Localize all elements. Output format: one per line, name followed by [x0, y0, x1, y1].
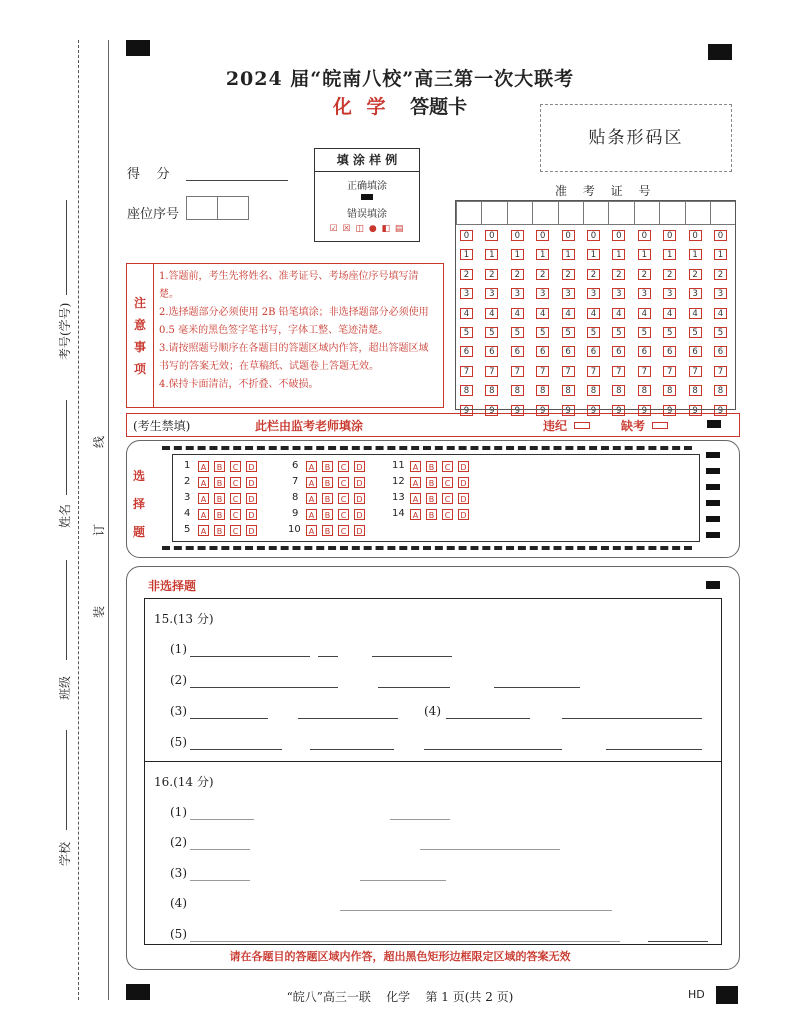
exam-id-bubble[interactable]: 9: [612, 405, 625, 416]
choice-question-number: 3: [184, 492, 191, 503]
exam-id-bubble[interactable]: 6: [562, 346, 575, 357]
exam-id-bubble[interactable]: 5: [460, 327, 473, 338]
choice-option-bubble[interactable]: D: [354, 461, 365, 472]
q15-2-line-c[interactable]: [494, 687, 580, 688]
exam-id-bubble[interactable]: 8: [689, 385, 702, 396]
exam-id-bubble[interactable]: 2: [714, 269, 727, 280]
exam-id-bubble[interactable]: 0: [536, 230, 549, 241]
exam-id-bubble[interactable]: 4: [612, 308, 625, 319]
exam-id-bubble[interactable]: 4: [460, 308, 473, 319]
side-exam-no-label: 考号(学号): [58, 302, 72, 360]
choice-option-bubble[interactable]: D: [354, 509, 365, 520]
q15-part-3: (3): [170, 704, 187, 718]
q16-part-5: (5): [170, 927, 187, 941]
q16-title: 16.(14 分): [154, 775, 214, 789]
choice-question-number: 4: [184, 508, 191, 519]
choice-option-bubble[interactable]: D: [246, 525, 257, 536]
exam-id-bubble[interactable]: 1: [460, 249, 473, 260]
binding-line-outer: [78, 40, 79, 1000]
monitor-forbid: (考生禁填): [133, 419, 191, 433]
timing-tick-mark: [706, 516, 720, 522]
q15-1-line-c[interactable]: [372, 656, 452, 657]
q15-1-line-b[interactable]: [318, 656, 338, 657]
exam-id-bubble[interactable]: 0: [562, 230, 575, 241]
answer-frame: [144, 598, 722, 945]
exam-id-bubble[interactable]: 2: [587, 269, 600, 280]
exam-id-bubble[interactable]: 9: [714, 405, 727, 416]
fill-sample-title: 填 涂 样 例: [315, 149, 419, 172]
exam-id-bubble[interactable]: 9: [511, 405, 524, 416]
exam-id-bubble[interactable]: 8: [536, 385, 549, 396]
choice-option-bubble[interactable]: D: [246, 477, 257, 488]
notice-item: 3.请按照题号顺序在各题目的答题区域内作答，超出答题区域书写的答案无效；在草稿纸、试题卷上答题无效。: [159, 343, 429, 372]
exam-id-bubble[interactable]: 6: [460, 346, 473, 357]
exam-id-bubble[interactable]: 4: [689, 308, 702, 319]
side-line-mark: 线: [92, 435, 106, 448]
exam-id-bubble[interactable]: 7: [562, 366, 575, 377]
exam-id-bubble[interactable]: 5: [612, 327, 625, 338]
exam-id-bubble[interactable]: 0: [612, 230, 625, 241]
exam-id-bubble[interactable]: 1: [511, 249, 524, 260]
exam-id-bubble[interactable]: 5: [689, 327, 702, 338]
exam-id-bubble[interactable]: 6: [587, 346, 600, 357]
exam-id-bubble[interactable]: 8: [612, 385, 625, 396]
q16-1-line-a[interactable]: [190, 819, 254, 820]
q16-part-2: (2): [170, 835, 187, 849]
timing-tick-mark: [706, 532, 720, 538]
exam-id-bubble[interactable]: 7: [460, 366, 473, 377]
notice-label-char: 事: [133, 339, 146, 354]
exam-id-bubble[interactable]: 3: [536, 288, 549, 299]
timing-tick-mark: [706, 452, 720, 458]
choice-dash-bottom: [162, 546, 692, 550]
choice-option-bubble[interactable]: D: [458, 477, 469, 488]
monitor-row: [126, 413, 740, 437]
q15-4-line-a[interactable]: [446, 718, 530, 719]
nonchoice-title: 非选择题: [148, 579, 197, 593]
exam-id-bubble[interactable]: 3: [485, 288, 498, 299]
side-bind-mark: 订: [92, 523, 106, 536]
exam-id-bubble[interactable]: 5: [587, 327, 600, 338]
choice-option-bubble[interactable]: B: [214, 509, 225, 520]
exam-id-frame: [455, 200, 736, 410]
choice-option-bubble[interactable]: A: [410, 477, 421, 488]
choice-option-bubble[interactable]: A: [198, 493, 209, 504]
q16-5-line-a[interactable]: [190, 941, 620, 942]
choice-option-bubble[interactable]: C: [338, 461, 349, 472]
exam-id-bubble[interactable]: 5: [638, 327, 651, 338]
q16-2-line-b[interactable]: [420, 849, 560, 850]
exam-id-bubble[interactable]: 0: [511, 230, 524, 241]
notice-items: [159, 268, 437, 394]
exam-id-bubble[interactable]: 7: [689, 366, 702, 377]
exam-id-bubble[interactable]: 0: [460, 230, 473, 241]
exam-id-bubble[interactable]: 2: [689, 269, 702, 280]
exam-id-bubble[interactable]: 1: [485, 249, 498, 260]
exam-id-bubble[interactable]: 2: [562, 269, 575, 280]
choice-question-number: 9: [292, 508, 299, 519]
exam-id-bubble[interactable]: 4: [663, 308, 676, 319]
exam-id-bubble[interactable]: 5: [562, 327, 575, 338]
exam-id-bubble[interactable]: 6: [511, 346, 524, 357]
violation-label: 违纪: [543, 419, 568, 433]
choice-option-bubble[interactable]: D: [354, 525, 365, 536]
choice-question-number: 11: [392, 460, 405, 471]
q16-5-line-b[interactable]: [648, 941, 708, 942]
exam-id-bubble[interactable]: 7: [587, 366, 600, 377]
fill-correct-mark: [361, 194, 373, 200]
exam-id-bubble[interactable]: 4: [562, 308, 575, 319]
seat-box-2[interactable]: [217, 196, 249, 220]
exam-id-bubble[interactable]: 9: [689, 405, 702, 416]
exam-id-bubble[interactable]: 8: [562, 385, 575, 396]
exam-id-bubble[interactable]: 4: [485, 308, 498, 319]
side-school-label: 学校: [58, 841, 72, 866]
exam-id-bubble[interactable]: 8: [714, 385, 727, 396]
answer-divider: [144, 761, 721, 762]
exam-id-bubble[interactable]: 0: [638, 230, 651, 241]
choice-question-number: 14: [392, 508, 405, 519]
notice-item: 4.保持卡面清洁，不折叠、不破损。: [159, 379, 319, 390]
exam-id-bubble[interactable]: 9: [587, 405, 600, 416]
exam-id-bubble[interactable]: 2: [485, 269, 498, 280]
timing-tick-mark: [706, 484, 720, 490]
exam-id-bubble[interactable]: 0: [689, 230, 702, 241]
exam-id-bubble[interactable]: 0: [663, 230, 676, 241]
exam-id-bubble[interactable]: 6: [485, 346, 498, 357]
choice-option-bubble[interactable]: B: [214, 477, 225, 488]
q15-part-5: (5): [170, 735, 187, 749]
exam-id-bubble[interactable]: 6: [689, 346, 702, 357]
exam-id-bubble[interactable]: 9: [663, 405, 676, 416]
exam-id-bubble[interactable]: 5: [536, 327, 549, 338]
exam-id-bubble[interactable]: 5: [663, 327, 676, 338]
exam-id-bubble[interactable]: 2: [511, 269, 524, 280]
exam-id-bubble[interactable]: 1: [689, 249, 702, 260]
page-footer: “皖八”高三一联 化学 第 1 页(共 2 页): [286, 990, 514, 1004]
choice-option-bubble[interactable]: D: [246, 461, 257, 472]
choice-option-bubble[interactable]: B: [322, 493, 333, 504]
choice-question-number: 1: [184, 460, 191, 471]
registration-mark-top-right: [708, 44, 732, 60]
nonchoice-mark: [706, 581, 720, 589]
exam-id-bubble[interactable]: 5: [485, 327, 498, 338]
q16-4-line-a[interactable]: [340, 910, 612, 911]
binding-line-inner: [108, 40, 109, 1000]
exam-id-bubble[interactable]: 1: [714, 249, 727, 260]
choice-option-bubble[interactable]: C: [230, 493, 241, 504]
subject-name: 化 学: [332, 96, 390, 118]
exam-id-bubble[interactable]: 3: [562, 288, 575, 299]
choice-option-bubble[interactable]: A: [198, 525, 209, 536]
choice-question-number: 13: [392, 492, 405, 503]
q16-2-line-a[interactable]: [190, 849, 250, 850]
choice-option-bubble[interactable]: B: [322, 509, 333, 520]
side-school-line: [66, 730, 67, 830]
exam-id-bubble[interactable]: 4: [714, 308, 727, 319]
choice-option-bubble[interactable]: A: [198, 461, 209, 472]
choice-option-bubble[interactable]: C: [338, 493, 349, 504]
q15-5-line-b[interactable]: [310, 749, 394, 750]
choice-option-bubble[interactable]: A: [410, 509, 421, 520]
side-exam-no-line: [66, 200, 67, 295]
q16-part-4: (4): [170, 896, 187, 910]
exam-id-bubble[interactable]: 1: [663, 249, 676, 260]
choice-option-bubble[interactable]: B: [322, 525, 333, 536]
choice-option-bubble[interactable]: B: [426, 461, 437, 472]
choice-question-number: 8: [292, 492, 299, 503]
choice-option-bubble[interactable]: B: [426, 493, 437, 504]
q15-2-line-a[interactable]: [190, 687, 338, 688]
choice-option-bubble[interactable]: B: [214, 461, 225, 472]
exam-id-bubble[interactable]: 4: [587, 308, 600, 319]
exam-id-bubble[interactable]: 7: [714, 366, 727, 377]
exam-id-bubble[interactable]: 9: [638, 405, 651, 416]
choice-option-bubble[interactable]: C: [230, 477, 241, 488]
exam-id-bubble[interactable]: 9: [536, 405, 549, 416]
choice-option-bubble[interactable]: C: [338, 525, 349, 536]
choice-dash-top: [162, 446, 692, 450]
choice-option-bubble[interactable]: A: [410, 461, 421, 472]
choice-option-bubble[interactable]: A: [306, 493, 317, 504]
exam-id-bubble[interactable]: 9: [485, 405, 498, 416]
q15-5-line-d[interactable]: [606, 749, 702, 750]
choice-option-bubble[interactable]: C: [230, 509, 241, 520]
exam-id-bubble[interactable]: 4: [511, 308, 524, 319]
choice-option-bubble[interactable]: A: [198, 477, 209, 488]
exam-title: 2024 届“皖南八校”高三第一次大联考: [225, 68, 575, 90]
fill-wrong-label: 错误填涂: [347, 209, 387, 220]
exam-id-bubble[interactable]: 6: [663, 346, 676, 357]
choice-option-bubble[interactable]: C: [338, 477, 349, 488]
exam-id-bubble[interactable]: 2: [536, 269, 549, 280]
registration-mark-top-left: [126, 40, 150, 56]
notice-label-char: 注: [133, 295, 146, 310]
exam-id-bubble[interactable]: 3: [460, 288, 473, 299]
choice-option-bubble[interactable]: B: [426, 509, 437, 520]
exam-id-bubble[interactable]: 7: [612, 366, 625, 377]
choice-option-bubble[interactable]: D: [458, 493, 469, 504]
choice-option-bubble[interactable]: B: [322, 477, 333, 488]
choice-option-bubble[interactable]: B: [322, 461, 333, 472]
answer-card-label: 答题卡: [410, 96, 468, 118]
absent-label: 缺考: [621, 419, 646, 433]
timing-tick-mark: [706, 500, 720, 506]
choice-label-char: 选: [132, 469, 145, 483]
choice-option-bubble[interactable]: D: [246, 509, 257, 520]
choice-option-bubble[interactable]: C: [230, 525, 241, 536]
choice-option-bubble[interactable]: C: [442, 493, 453, 504]
exam-id-bubble[interactable]: 3: [714, 288, 727, 299]
q15-3-line-b[interactable]: [298, 718, 398, 719]
exam-id-bubble[interactable]: 4: [638, 308, 651, 319]
q16-3-line-b[interactable]: [360, 880, 446, 881]
exam-id-bubble[interactable]: 1: [587, 249, 600, 260]
choice-option-bubble[interactable]: D: [354, 477, 365, 488]
choice-question-number: 10: [288, 524, 301, 535]
choice-option-bubble[interactable]: B: [426, 477, 437, 488]
barcode-area: 贴条形码区: [540, 104, 732, 172]
side-class-line: [66, 560, 67, 660]
fill-sample-box: [314, 148, 420, 242]
exam-id-bubble[interactable]: 7: [511, 366, 524, 377]
exam-id-bubble[interactable]: 9: [562, 405, 575, 416]
exam-id-bubble[interactable]: 7: [536, 366, 549, 377]
choice-option-bubble[interactable]: D: [354, 493, 365, 504]
choice-option-bubble[interactable]: D: [458, 461, 469, 472]
exam-id-bubble[interactable]: 8: [663, 385, 676, 396]
exam-id-bubble[interactable]: 8: [511, 385, 524, 396]
exam-id-bubble[interactable]: 2: [638, 269, 651, 280]
choice-option-bubble[interactable]: A: [410, 493, 421, 504]
fill-wrong-glyphs: ☑ ☒ ◫ ● ◧ ▤: [329, 224, 405, 234]
exam-id-title: 准 考 证 号: [555, 184, 657, 198]
choice-label: [132, 462, 146, 546]
q15-5-line-c[interactable]: [424, 749, 562, 750]
seat-label: 座位序号: [127, 207, 180, 222]
choice-option-bubble[interactable]: C: [442, 461, 453, 472]
choice-option-bubble[interactable]: A: [198, 509, 209, 520]
exam-id-bubble[interactable]: 3: [689, 288, 702, 299]
choice-option-bubble[interactable]: A: [306, 525, 317, 536]
exam-id-bubble[interactable]: 3: [663, 288, 676, 299]
notice-label: [127, 264, 154, 407]
choice-option-bubble[interactable]: C: [230, 461, 241, 472]
exam-id-bubble[interactable]: 3: [511, 288, 524, 299]
exam-id-bubble[interactable]: 5: [714, 327, 727, 338]
exam-id-bubble[interactable]: 7: [485, 366, 498, 377]
score-line: [186, 180, 288, 181]
exam-id-bubble[interactable]: 5: [511, 327, 524, 338]
timing-tick-mark: [706, 468, 720, 474]
exam-id-bubble[interactable]: 0: [587, 230, 600, 241]
exam-id-bubble[interactable]: 4: [536, 308, 549, 319]
hd-label: HD: [688, 988, 705, 1001]
choice-label-char: 择: [132, 497, 145, 511]
exam-id-bubble[interactable]: 8: [485, 385, 498, 396]
exam-id-bubble[interactable]: 1: [638, 249, 651, 260]
exam-id-bubble[interactable]: 6: [536, 346, 549, 357]
fill-correct-label: 正确填涂: [347, 181, 387, 192]
choice-question-number: 12: [392, 476, 405, 487]
q15-part-2: (2): [170, 673, 187, 687]
exam-id-bubble[interactable]: 1: [536, 249, 549, 260]
notice-box: [126, 263, 444, 408]
q15-part-1: (1): [170, 642, 187, 656]
exam-id-bubble[interactable]: 6: [638, 346, 651, 357]
q15-3-line-a[interactable]: [190, 718, 268, 719]
exam-id-bubble[interactable]: 6: [714, 346, 727, 357]
q15-1-line-a[interactable]: [190, 656, 310, 657]
side-name-label: 姓名: [58, 503, 72, 528]
side-fold-mark: 装: [92, 605, 106, 618]
answer-area-warning: 请在各题目的答题区域内作答，超出黑色矩形边框限定区域的答案无效: [229, 950, 571, 963]
choice-option-bubble[interactable]: D: [458, 509, 469, 520]
exam-id-bubble[interactable]: 1: [612, 249, 625, 260]
choice-option-bubble[interactable]: C: [338, 509, 349, 520]
exam-id-bubble[interactable]: 3: [587, 288, 600, 299]
choice-option-bubble[interactable]: A: [306, 477, 317, 488]
choice-question-number: 6: [292, 460, 299, 471]
q15-title: 15.(13 分): [154, 612, 214, 626]
exam-id-bubble[interactable]: 8: [638, 385, 651, 396]
exam-id-bubble[interactable]: 0: [714, 230, 727, 241]
absent-checkbox[interactable]: [652, 422, 668, 429]
choice-option-bubble[interactable]: D: [246, 493, 257, 504]
exam-id-bubble[interactable]: 9: [460, 405, 473, 416]
exam-id-bubble[interactable]: 6: [612, 346, 625, 357]
notice-item: 2.选择题部分必须使用 2B 铅笔填涂；非选择题部分必须使用 0.5 毫米的黑色签字笔书写，字体工整、笔迹清楚。: [159, 307, 429, 336]
choice-question-number: 2: [184, 476, 191, 487]
q16-part-1: (1): [170, 805, 187, 819]
notice-label-char: 意: [133, 317, 146, 332]
monitor-note: 此栏由监考老师填涂: [255, 419, 364, 433]
choice-option-bubble[interactable]: B: [214, 493, 225, 504]
exam-id-bubble[interactable]: 8: [587, 385, 600, 396]
exam-id-bubble[interactable]: 3: [638, 288, 651, 299]
exam-id-bubble[interactable]: 8: [460, 385, 473, 396]
exam-id-bubble[interactable]: 7: [638, 366, 651, 377]
score-label: 得 分: [127, 167, 170, 182]
q16-1-line-b[interactable]: [390, 819, 450, 820]
monitor-mark: [707, 420, 721, 428]
choice-option-bubble[interactable]: B: [214, 525, 225, 536]
exam-id-bubble[interactable]: 2: [612, 269, 625, 280]
q16-part-3: (3): [170, 866, 187, 880]
notice-label-char: 项: [133, 361, 146, 376]
q16-3-line-a[interactable]: [190, 880, 250, 881]
exam-id-bubble[interactable]: 0: [485, 230, 498, 241]
exam-id-bubble[interactable]: 1: [562, 249, 575, 260]
exam-id-bubble[interactable]: 3: [612, 288, 625, 299]
choice-option-bubble[interactable]: C: [442, 477, 453, 488]
choice-option-bubble[interactable]: A: [306, 461, 317, 472]
notice-item: 1.答题前，考生先将姓名、准考证号、考场座位序号填写清楚。: [159, 271, 419, 300]
violation-checkbox[interactable]: [574, 422, 590, 429]
side-name-line: [66, 400, 67, 495]
choice-question-number: 5: [184, 524, 191, 535]
q15-4-line-b[interactable]: [562, 718, 702, 719]
choice-label-char: 题: [132, 525, 145, 539]
seat-box-1[interactable]: [186, 196, 218, 220]
q15-part-4: (4): [424, 704, 441, 718]
side-class-label: 班级: [58, 675, 72, 700]
q15-5-line-a[interactable]: [190, 749, 282, 750]
q15-2-line-b[interactable]: [378, 687, 450, 688]
exam-id-bubble[interactable]: 2: [460, 269, 473, 280]
choice-option-bubble[interactable]: C: [442, 509, 453, 520]
exam-id-bubble[interactable]: 7: [663, 366, 676, 377]
choice-question-number: 7: [292, 476, 299, 487]
choice-option-bubble[interactable]: A: [306, 509, 317, 520]
exam-id-bubble[interactable]: 2: [663, 269, 676, 280]
